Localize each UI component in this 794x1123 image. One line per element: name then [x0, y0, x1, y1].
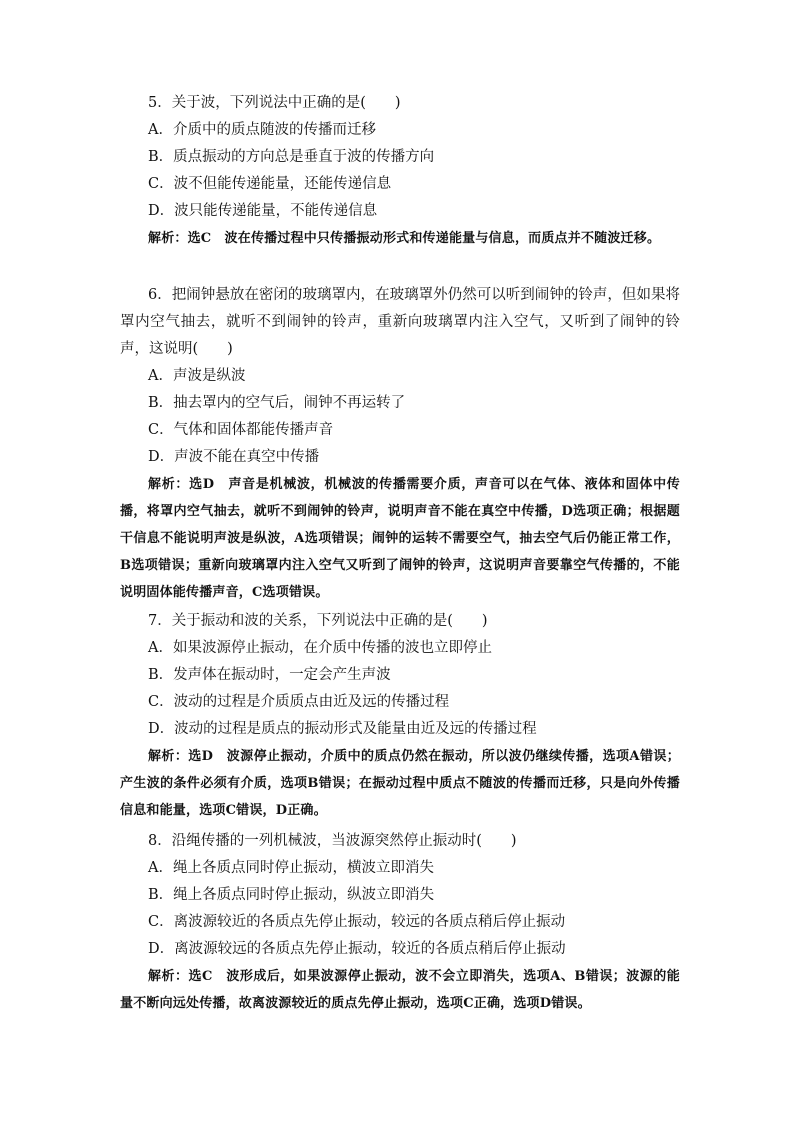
question-stem: 7．关于振动和波的关系，下列说法中正确的是( )	[148, 613, 488, 629]
option-d: D．声波不能在真空中传播	[148, 449, 320, 465]
option-a: A．绳上各质点同时停止振动，横波立即消失	[148, 860, 434, 876]
option-a: A．声波是纵波	[148, 368, 246, 384]
question-6	[120, 282, 680, 606]
question-stem: 5．关于波，下列说法中正确的是( )	[148, 95, 401, 111]
option-d: D．波动的过程是质点的振动形式及能量由近及远的传播过程	[148, 721, 537, 737]
option-a: A．介质中的质点随波的传播而迁移	[148, 122, 376, 138]
option-b: B．抽去罩内的空气后，闹钟不再运转了	[148, 395, 406, 411]
analysis: 解析：选D 波源停止振动，介质中的质点仍然在振动，所以波仍继续传播，选项A错误；产生波的条件必须有介质，选项B错误；在振动过程中质点不随波的传播而迁移，只是向外传播信息和能量，选项C错误，D正确。	[120, 749, 680, 818]
option-b: B．发声体在振动时，一定会产生声波	[148, 667, 391, 683]
question-5	[120, 90, 680, 252]
option-a: A．如果波源停止振动，在介质中传播的波也立即停止	[148, 640, 492, 656]
option-d: D．离波源较远的各质点先停止振动，较近的各质点稍后停止振动	[148, 941, 566, 957]
option-c: C．气体和固体都能传播声音	[148, 422, 334, 438]
question-7	[120, 608, 680, 824]
option-c: C．波动的过程是介质质点由近及远的传播过程	[148, 694, 450, 710]
analysis: 解析：选C 波在传播过程中只传播振动形式和传递能量与信息，而质点并不随波迁移。	[148, 231, 661, 246]
option-b: B．质点振动的方向总是垂直于波的传播方向	[148, 149, 435, 165]
analysis: 解析：选D 声音是机械波，机械波的传播需要介质，声音可以在气体、液体和固体中传播，将罩内空气抽去，就听不到闹钟的铃声，说明声音不能在真空中传播，D选项正确；根据题干信息不能说明声波是纵波，A选项错误；闹钟的运转不需要空气，抽去空气后仍能正常工作，B选项错误；重新向玻璃罩内注入空气又听到了闹钟的铃声，这说明声音要靠空气传播的，不能说明固体能传播声音，C选项错误。	[120, 477, 680, 600]
question-stem: 8．沿绳传播的一列机械波，当波源突然停止振动时( )	[148, 833, 517, 849]
option-c: C．离波源较近的各质点先停止振动，较远的各质点稍后停止振动	[148, 914, 566, 930]
analysis: 解析：选C 波形成后，如果波源停止振动，波不会立即消失，选项A、B错误；波源的能量不断向远处传播，故离波源较近的质点先停止振动，选项C正确，选项D错误。	[120, 969, 680, 1011]
option-b: B．绳上各质点同时停止振动，纵波立即消失	[148, 887, 435, 903]
option-c: C．波不但能传递能量，还能传递信息	[148, 176, 392, 192]
option-d: D．波只能传递能量，不能传递信息	[148, 203, 378, 219]
question-stem: 6．把闹钟悬放在密闭的玻璃罩内，在玻璃罩外仍然可以听到闹钟的铃声，但如果将罩内空气抽去，就听不到闹钟的铃声，重新向玻璃罩内注入空气，又听到了闹钟的铃声，这说明( )	[120, 287, 680, 357]
question-8	[120, 828, 680, 1017]
